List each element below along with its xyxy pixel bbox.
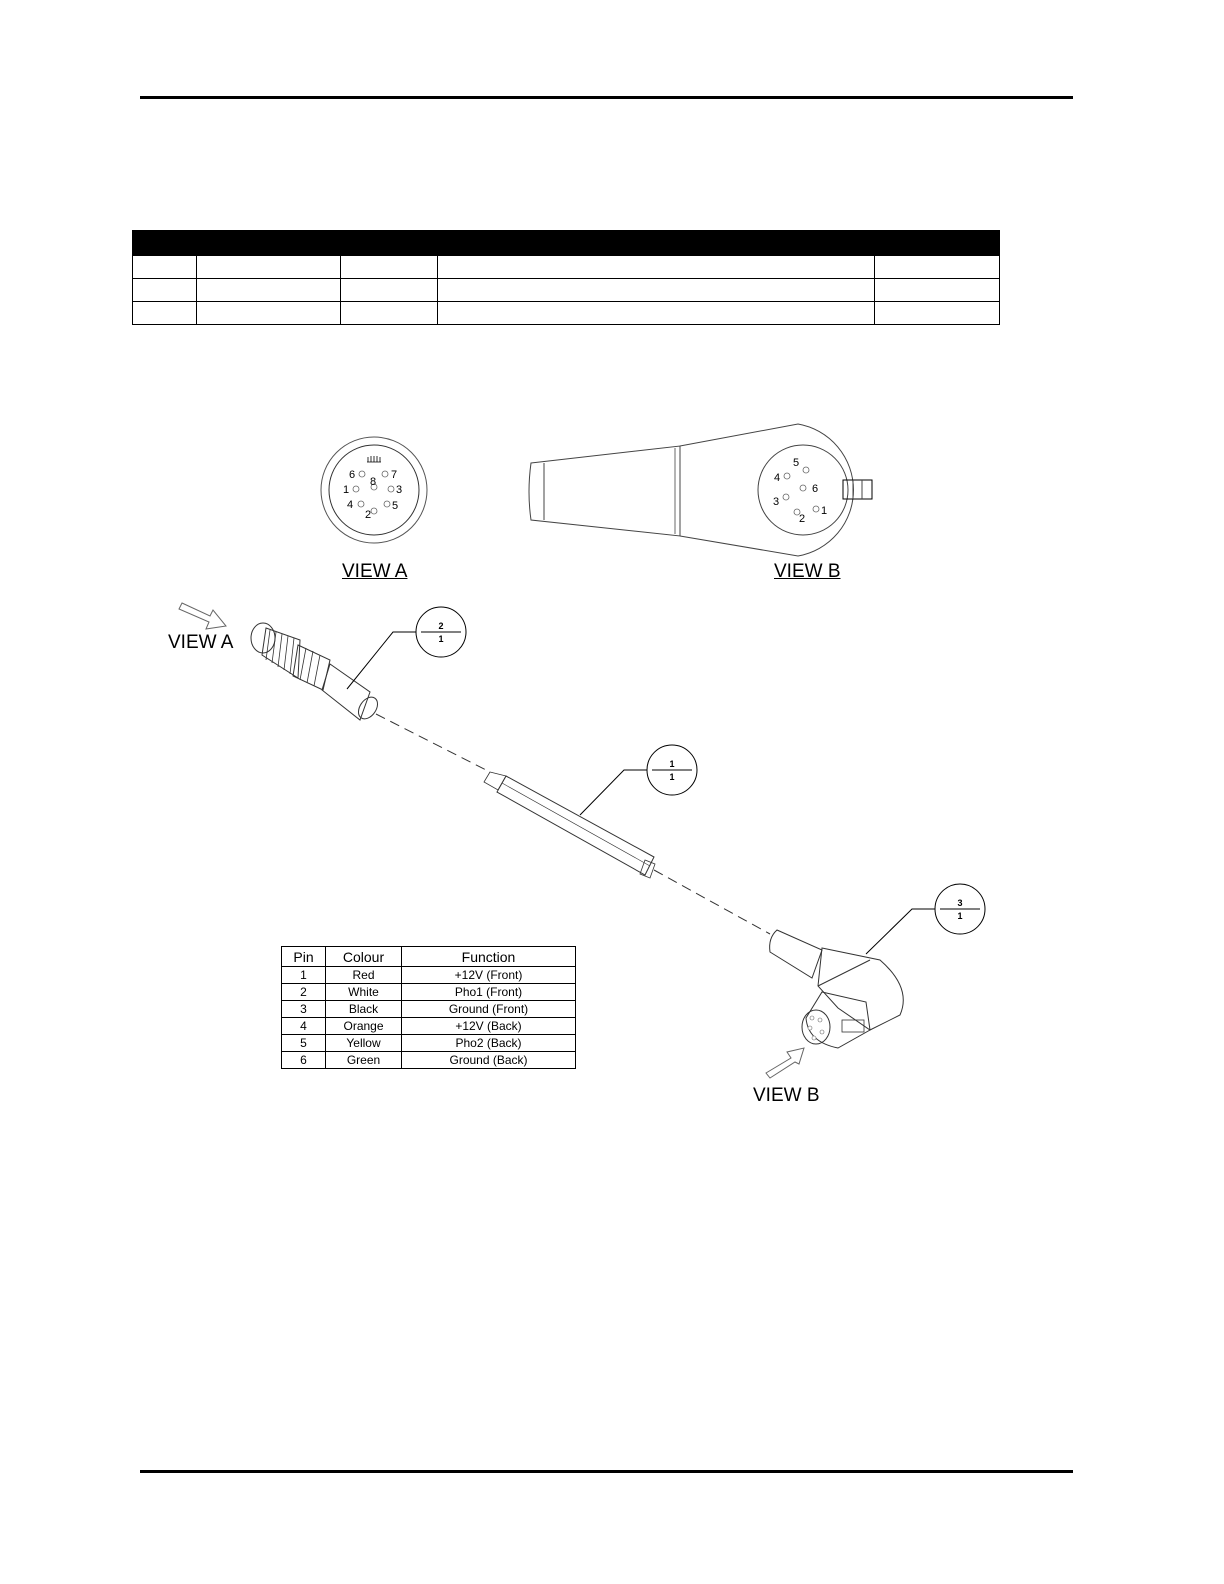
pin-label: 3 <box>773 496 780 508</box>
colour-cell: Black <box>326 1001 402 1018</box>
colour-cell: Green <box>326 1052 402 1069</box>
pin-label: 8 <box>370 476 377 488</box>
view-b-title: VIEW B <box>774 561 841 582</box>
table-row <box>282 1001 576 1018</box>
table-row <box>282 984 576 1001</box>
pin-table-header <box>282 947 576 967</box>
pin-label: 1 <box>821 505 828 517</box>
view-a-arrow <box>179 603 226 629</box>
colour-cell: Red <box>326 967 402 984</box>
pin-cell: 3 <box>282 1001 326 1018</box>
pin-label: 6 <box>349 469 356 481</box>
colour-cell: White <box>326 984 402 1001</box>
pin-cell: 6 <box>282 1052 326 1069</box>
colour-cell: Yellow <box>326 1035 402 1052</box>
function-cell: Ground (Back) <box>402 1052 576 1069</box>
right-angle-connector <box>770 930 904 1048</box>
column-header: Pin <box>282 947 326 967</box>
pin-label: 6 <box>812 483 819 495</box>
table-row <box>282 967 576 984</box>
function-cell: +12V (Front) <box>402 967 576 984</box>
pin-label: 3 <box>396 484 403 496</box>
balloon-item-2 <box>347 607 466 689</box>
balloon-item-number: 3 <box>957 898 963 908</box>
pin-cell: 5 <box>282 1035 326 1052</box>
balloon-item-3 <box>866 884 985 954</box>
pin-label: 4 <box>347 499 354 511</box>
pin-cell: 4 <box>282 1018 326 1035</box>
view-a-connector-face <box>321 437 427 543</box>
table-row <box>282 1018 576 1035</box>
view-b-callout: VIEW B <box>753 1085 820 1106</box>
balloon-quantity: 1 <box>957 911 963 921</box>
view-a-title: VIEW A <box>342 561 408 582</box>
pin-label: 4 <box>774 472 781 484</box>
balloon-item-number: 2 <box>438 621 444 631</box>
cable <box>376 714 770 934</box>
pin-label: 1 <box>343 484 350 496</box>
column-header: Function <box>402 947 576 967</box>
function-cell: Pho1 (Front) <box>402 984 576 1001</box>
view-b-arrow <box>766 1048 804 1078</box>
colour-cell: Orange <box>326 1018 402 1035</box>
view-a-callout: VIEW A <box>168 632 234 653</box>
straight-connector <box>251 623 381 722</box>
table-row <box>282 1052 576 1069</box>
view-b-connector <box>529 424 872 556</box>
pin-label: 2 <box>365 509 372 521</box>
pin-cell: 1 <box>282 967 326 984</box>
balloon-item-number: 1 <box>669 759 675 769</box>
table-row <box>282 1035 576 1052</box>
column-header: Colour <box>326 947 402 967</box>
balloon-quantity: 1 <box>669 772 675 782</box>
pin-label: 5 <box>793 457 800 469</box>
footer-rule <box>140 1470 1073 1473</box>
pin-wiring-table <box>281 946 576 1069</box>
function-cell: Ground (Front) <box>402 1001 576 1018</box>
balloon-item-1 <box>580 745 697 815</box>
pin-cell: 2 <box>282 984 326 1001</box>
pin-label: 2 <box>799 513 806 525</box>
balloon-quantity: 1 <box>438 634 444 644</box>
pin-label: 5 <box>392 500 399 512</box>
function-cell: Pho2 (Back) <box>402 1035 576 1052</box>
pin-label: 7 <box>391 469 398 481</box>
function-cell: +12V (Back) <box>402 1018 576 1035</box>
